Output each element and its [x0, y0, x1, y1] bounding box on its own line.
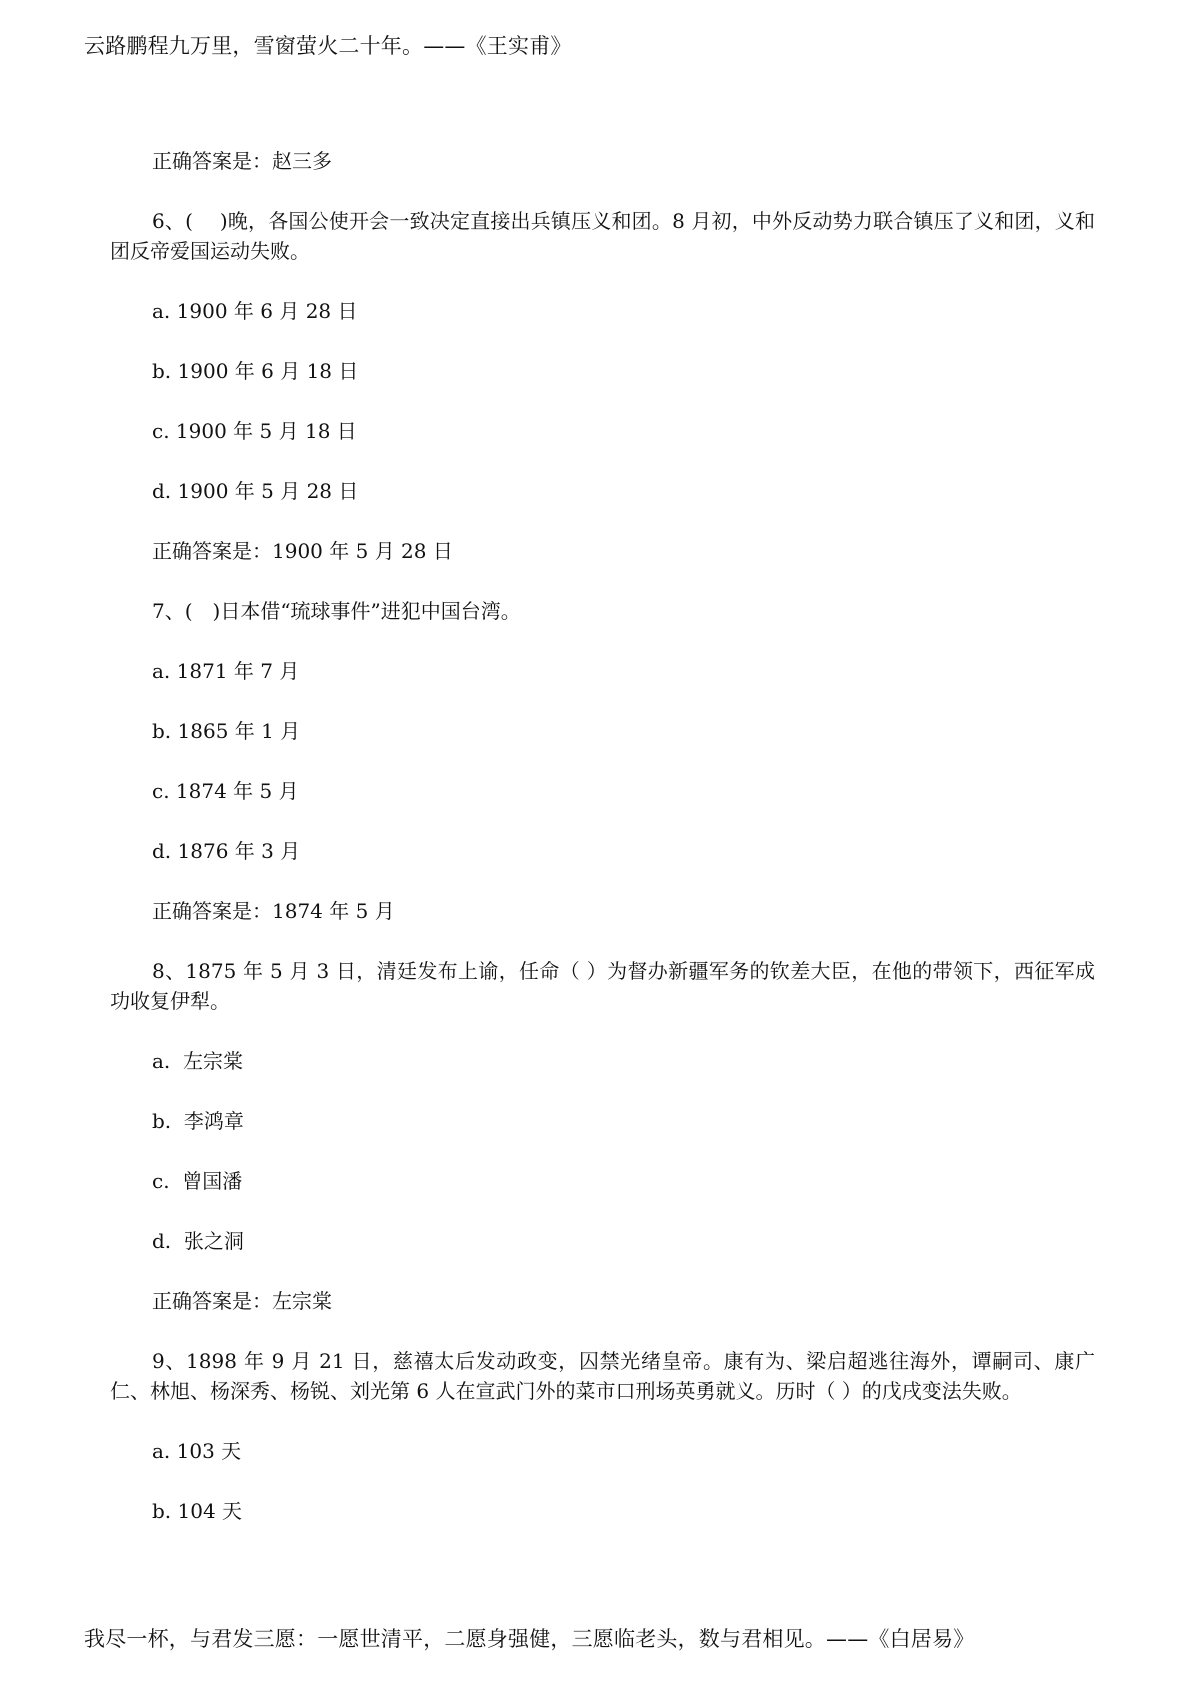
- question-6: 6、( )晚，各国公使开会一致决定直接出兵镇压义和团。8 月初，中外反动势力联合镇压了义和团，义和团反帝爱国运动失败。: [110, 209, 1095, 263]
- q8-option-d: d. 张之洞: [152, 1229, 244, 1253]
- question-9: 9、1898 年 9 月 21 日，慈禧太后发动政变，囚禁光绪皇帝。康有为、梁启超逃往海外，谭嗣司、康广仁、林旭、杨深秀、杨锐、刘光第 6 人在宣武门外的菜市口刑场英勇就义。历时（ ）的戊戌变法失败。: [110, 1349, 1095, 1403]
- question-8: 8、1875 年 5 月 3 日，清廷发布上谕，任命（ ）为督办新疆军务的钦差大臣，在他的带领下，西征军成功收复伊犁。: [110, 959, 1095, 1013]
- q6-option-a: a. 1900 年 6 月 28 日: [152, 299, 358, 323]
- document-body: [110, 146, 1095, 1556]
- q7-option-d: d. 1876 年 3 月: [152, 839, 301, 863]
- previous-answer: 正确答案是：赵三多: [152, 149, 332, 173]
- q9-option-a: a. 103 天: [152, 1439, 242, 1463]
- q8-option-b: b. 李鸿章: [152, 1109, 244, 1133]
- q9-option-b: b. 104 天: [152, 1499, 243, 1523]
- q6-option-b: b. 1900 年 6 月 18 日: [152, 359, 359, 383]
- question-7: 7、( )日本借“琉球事件”进犯中国台湾。: [152, 599, 521, 623]
- q7-option-a: a. 1871 年 7 月: [152, 659, 300, 683]
- q6-option-c: c. 1900 年 5 月 18 日: [152, 419, 357, 443]
- q7-option-c: c. 1874 年 5 月: [152, 779, 299, 803]
- header-quote: 云路鹏程九万里，雪窗萤火二十年。——《王实甫》: [84, 34, 572, 58]
- q8-answer: 正确答案是：左宗棠: [152, 1289, 332, 1313]
- q8-option-c: c. 曾国潘: [152, 1169, 243, 1193]
- q6-option-d: d. 1900 年 5 月 28 日: [152, 479, 359, 503]
- footer-quote: 我尽一杯，与君发三愿：一愿世清平，二愿身强健，三愿临老头，数与君相见。——《白居易》: [84, 1627, 975, 1651]
- q8-option-a: a. 左宗棠: [152, 1049, 243, 1073]
- q7-answer: 正确答案是：1874 年 5 月: [152, 899, 395, 923]
- q7-option-b: b. 1865 年 1 月: [152, 719, 301, 743]
- q6-answer: 正确答案是：1900 年 5 月 28 日: [152, 539, 453, 563]
